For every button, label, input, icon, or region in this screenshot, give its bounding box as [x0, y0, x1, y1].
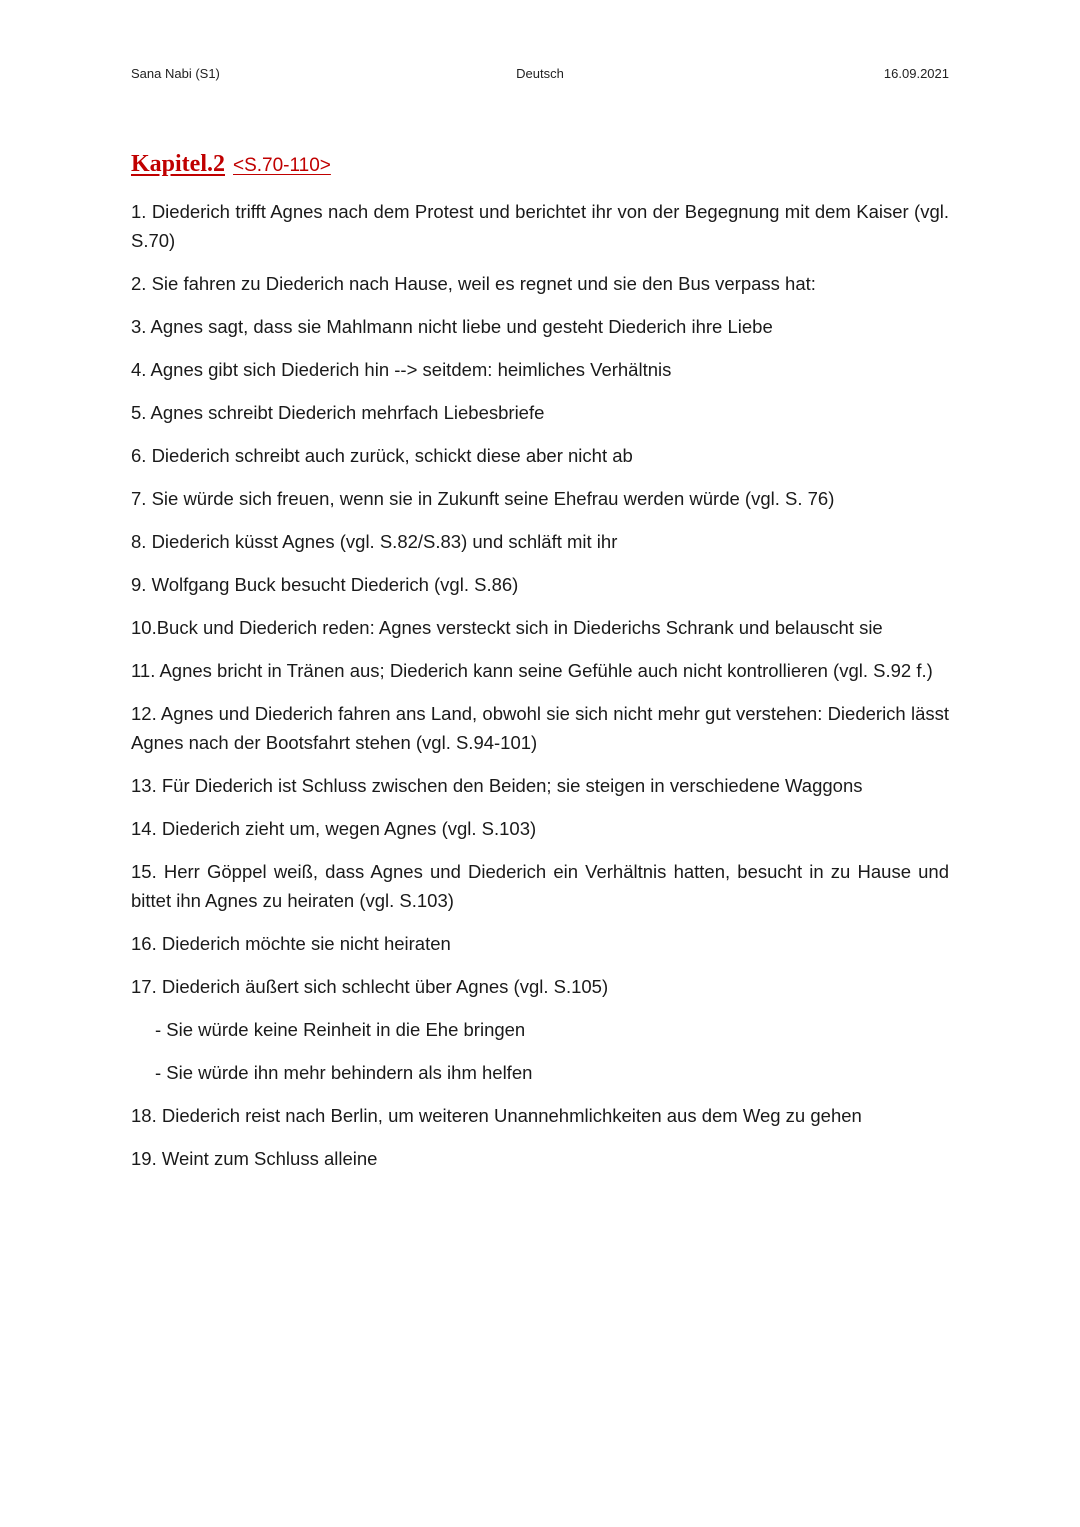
list-item: 4. Agnes gibt sich Diederich hin --> seitdem: heimliches Verhältnis [131, 359, 672, 380]
list-item: 5. Agnes schreibt Diederich mehrfach Liebesbriefe [131, 402, 545, 423]
list-item: 15. Herr Göppel weiß, dass Agnes und Diederich ein Verhältnis hatten, besucht in zu Hause und bittet ihn Agnes zu heiraten (vgl. S.103) [131, 861, 949, 911]
list-item: 10.Buck und Diederich reden: Agnes versteckt sich in Diederichs Schrank und belauscht sie [131, 617, 883, 638]
header-subject: Deutsch [516, 66, 564, 81]
chapter-page-range: <S.70-110> [233, 155, 331, 176]
list-item: 12. Agnes und Diederich fahren ans Land, obwohl sie sich nicht mehr gut verstehen: Diederich lässt Agnes nach der Bootsfahrt stehen (vgl. S.94-101) [131, 703, 949, 753]
list-item: 9. Wolfgang Buck besucht Diederich (vgl. S.86) [131, 574, 519, 595]
list-item: 18. Diederich reist nach Berlin, um weiteren Unannehmlichkeiten aus dem Weg zu gehen [131, 1105, 862, 1126]
list-item: 16. Diederich möchte sie nicht heiraten [131, 933, 451, 954]
list-item: 2. Sie fahren zu Diederich nach Hause, weil es regnet und sie den Bus verpass hat: [131, 273, 816, 294]
page-header [131, 66, 949, 84]
list-item: 11. Agnes bricht in Tränen aus; Diederich kann seine Gefühle auch nicht kontrollieren (vgl. S.92 f.) [131, 660, 933, 681]
header-author: Sana Nabi (S1) [131, 66, 220, 81]
summary-list [131, 197, 949, 1187]
list-item: 13. Für Diederich ist Schluss zwischen den Beiden; sie steigen in verschiedene Waggons [131, 775, 863, 796]
list-item: 19. Weint zum Schluss alleine [131, 1148, 378, 1169]
list-item: 14. Diederich zieht um, wegen Agnes (vgl. S.103) [131, 818, 537, 839]
list-item: 7. Sie würde sich freuen, wenn sie in Zukunft seine Ehefrau werden würde (vgl. S. 76) [131, 488, 835, 509]
list-item: 8. Diederich küsst Agnes (vgl. S.82/S.83) und schläft mit ihr [131, 531, 618, 552]
list-subitem: - Sie würde keine Reinheit in die Ehe bringen [155, 1019, 526, 1040]
list-item: 17. Diederich äußert sich schlecht über Agnes (vgl. S.105) [131, 976, 609, 997]
chapter-title-main: Kapitel.2 [131, 151, 225, 177]
list-subitem: - Sie würde ihn mehr behindern als ihm helfen [155, 1062, 533, 1083]
chapter-title [131, 151, 331, 178]
header-date: 16.09.2021 [883, 66, 949, 81]
list-item: 6. Diederich schreibt auch zurück, schickt diese aber nicht ab [131, 445, 633, 466]
list-item: 1. Diederich trifft Agnes nach dem Protest und berichtet ihr von der Begegnung mit dem Kaiser (vgl. S.70) [131, 201, 949, 251]
list-item: 3. Agnes sagt, dass sie Mahlmann nicht liebe und gesteht Diederich ihre Liebe [131, 316, 773, 337]
